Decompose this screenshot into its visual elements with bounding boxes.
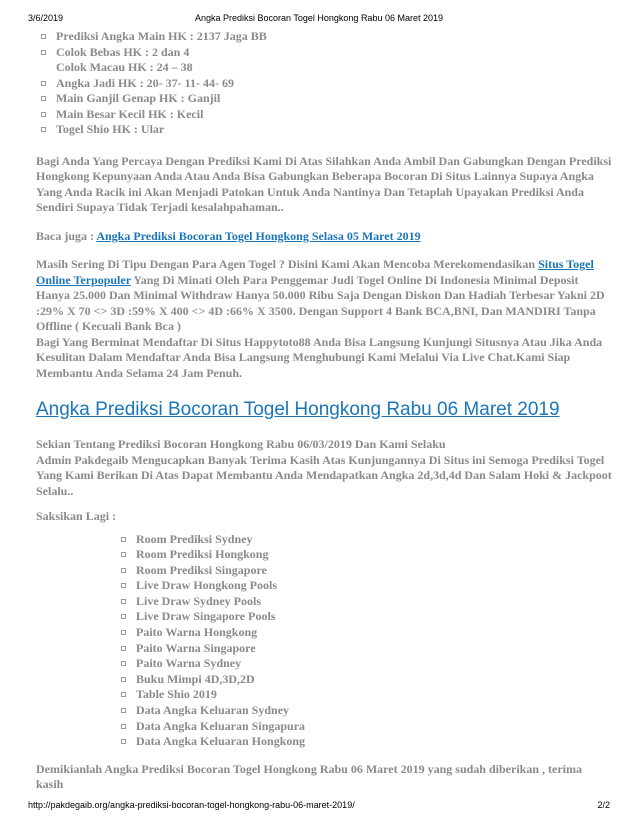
baca-juga-link[interactable]: Angka Prediksi Bocoran Togel Hongkong Selasa 05 Maret 2019 — [96, 228, 421, 243]
list-item[interactable]: Table Shio 2019 — [116, 687, 612, 703]
print-header — [28, 13, 610, 27]
related-links-list — [116, 532, 612, 750]
square-bullet-icon — [121, 739, 126, 744]
list-item[interactable]: Live Draw Hongkong Pools — [116, 578, 612, 594]
list-item[interactable]: Room Prediksi Sydney — [116, 532, 612, 548]
situs-togel-link[interactable]: Situs Togel Online Terpopuler — [36, 257, 594, 287]
square-bullet-icon — [41, 50, 46, 55]
square-bullet-icon — [41, 96, 46, 101]
list-item: Colok Bebas HK : 2 dan 4 Colok Macau HK : 24 – 38 — [36, 45, 612, 76]
thanks-paragraph: Sekian Tentang Prediksi Bocoran Hongkong Rabu 06/03/2019 Dan Kami Selaku Admin Pakdegaib Mengucapkan Banyak Terima Kasih Atas Kunjungannya Di Situs ini Semoga Prediksi Togel Yang Kami Berikan Di Atas Dapat Membantu Anda Mendapatkan Angka 2d,3d,4d Dan Salam Hoki & Jackpoot Selalu.. — [36, 437, 612, 498]
print-date: 3/6/2019 — [28, 13, 64, 23]
list-item[interactable]: Paito Warna Hongkong — [116, 625, 612, 641]
list-item[interactable]: Paito Warna Singapore — [116, 641, 612, 657]
list-item[interactable]: Room Prediksi Hongkong — [116, 547, 612, 563]
saksikan-label: Saksikan Lagi : — [36, 509, 117, 523]
print-url: http://pakdegaib.org/angka-prediksi-bocoran-togel-hongkong-rabu-06-maret-2019/ — [28, 800, 355, 810]
square-bullet-icon — [121, 692, 126, 697]
list-item[interactable]: Buku Mimpi 4D,3D,2D — [116, 672, 612, 688]
square-bullet-icon — [121, 568, 126, 573]
square-bullet-icon — [121, 614, 126, 619]
register-paragraph: Bagi Yang Berminat Mendaftar Di Situs Happytoto88 Anda Bisa Langsung Kunjungi Situsnya Atau Jika Anda Kesulitan Dalam Mendaftar Anda Bisa Langsung Menghubungi Kami Melalui Via Live Chat.Kami Siap Membantu Anda Selama 24 Jam Penuh. — [36, 334, 603, 380]
square-bullet-icon — [121, 599, 126, 604]
baca-juga: Baca juga : Angka Prediksi Bocoran Togel Hongkong Selasa 05 Maret 2019 — [36, 228, 421, 243]
list-item: Angka Jadi HK : 20- 37- 11- 44- 69 — [36, 76, 612, 92]
square-bullet-icon — [121, 677, 126, 682]
list-item[interactable]: Live Draw Singapore Pools — [116, 609, 612, 625]
list-item: Main Ganjil Genap HK : Ganjil — [36, 91, 612, 107]
list-item[interactable]: Paito Warna Sydney — [116, 656, 612, 672]
page-number: 2/2 — [597, 800, 610, 810]
square-bullet-icon — [121, 724, 126, 729]
list-item[interactable]: Data Angka Keluaran Sydney — [116, 703, 612, 719]
colok-macau: Colok Macau HK : 24 – 38 — [56, 60, 193, 74]
square-bullet-icon — [121, 583, 126, 588]
square-bullet-icon — [41, 34, 46, 39]
square-bullet-icon — [41, 81, 46, 86]
list-item: Prediksi Angka Main HK : 2137 Jaga BB — [36, 29, 612, 45]
square-bullet-icon — [41, 112, 46, 117]
square-bullet-icon — [121, 630, 126, 635]
list-item: Togel Shio HK : Ular — [36, 122, 612, 138]
square-bullet-icon — [121, 661, 126, 666]
print-footer — [28, 800, 610, 814]
square-bullet-icon — [121, 646, 126, 651]
square-bullet-icon — [41, 127, 46, 132]
article-body — [36, 29, 612, 793]
square-bullet-icon — [121, 552, 126, 557]
agent-paragraph: Masih Sering Di Tipu Dengan Para Agen Togel ? Disini Kami Akan Mencoba Merekomendasikan Situs Togel Online Terpopuler Yang Di Minati Oleh Para Penggemar Judi Togel Online Di Indonesia Minimal Deposit Hanya 25.000 Dan Minimal Withdraw Hanya 50.000 Ribu Saja Dengan Diskon Dan Hadiah Terbesar Yakni 2D :29% X 70 <> 3D :59% X 400 <> 4D :66% X 3500. Dengan Support 4 Bank BCA,BNI, Dan MANDIRI Tanpa Offline ( Kecuali Bank Bca ) — [36, 257, 605, 333]
list-item[interactable]: Data Angka Keluaran Singapura — [116, 719, 612, 735]
list-item: Main Besar Kecil HK : Kecil — [36, 107, 612, 123]
square-bullet-icon — [121, 537, 126, 542]
list-item[interactable]: Live Draw Sydney Pools — [116, 594, 612, 610]
closing-paragraph: Demikianlah Angka Prediksi Bocoran Togel Hongkong Rabu 06 Maret 2019 yang sudah diberikan , terima kasih — [36, 761, 582, 792]
intro-paragraph: Bagi Anda Yang Percaya Dengan Prediksi Kami Di Atas Silahkan Anda Ambil Dan Gabungkan Dengan Prediksi Hongkong Kepunyaan Anda Atau Anda Bisa Gabungkan Beberapa Bocoran Di Situs Lainnya Supaya Angka Yang Anda Racik ini Akan Menjadi Patokan Untuk Anda Nantinya Dan Tetaplah Upayakan Prediksi Anda Sendiri Supaya Tidak Terjadi kesalahpahaman.. — [36, 153, 612, 214]
square-bullet-icon — [121, 708, 126, 713]
prediction-list — [36, 29, 612, 138]
list-item[interactable]: Room Prediksi Singapore — [116, 563, 612, 579]
list-item[interactable]: Data Angka Keluaran Hongkong — [116, 734, 612, 750]
print-title: Angka Prediksi Bocoran Togel Hongkong Rabu 06 Maret 2019 — [195, 13, 443, 23]
article-heading-link[interactable]: Angka Prediksi Bocoran Togel Hongkong Rabu 06 Maret 2019 — [36, 399, 560, 420]
